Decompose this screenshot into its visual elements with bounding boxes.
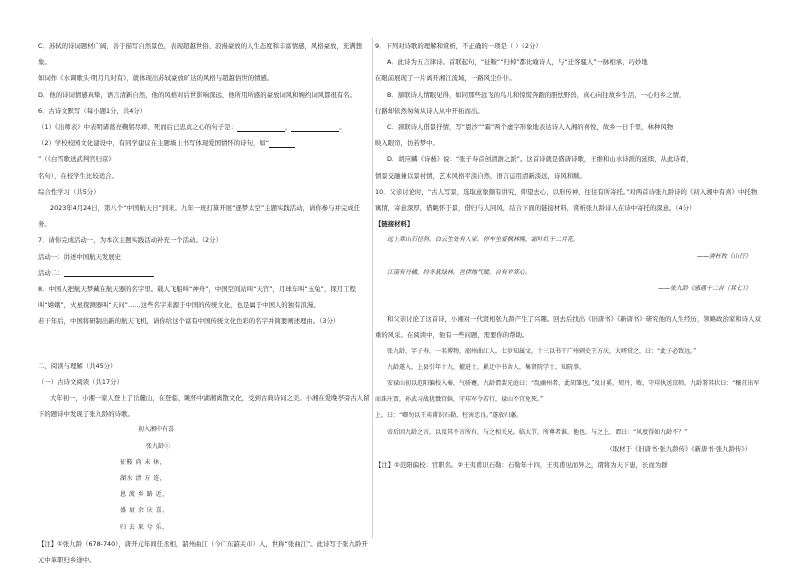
question-6-2: （2）学校校园文化建设中，有同学建议在主题墙上书写体现爱国情怀的诗句，如“”（《白雪歌送武判官归京》 — [38, 135, 371, 167]
option-d: D．胡应麟《诗薮》说：“张子寿首创清澹之派”。这首诗就是盛唐诗歌，王维和山水诗派的延续，从此诗看， — [387, 155, 693, 164]
passage-para: 安禄山初以范阳偏校入奏，气骄蹇，九龄谓裴光庭曰：“乱幽州者，此胡雏也。”及讨奚、契丹，败，守珪执送京师。九龄署其状曰：“穰苴出军而诛庄贾，孙武习战犹戮宫嫔，守珪军令若行，禄山不宜免死。” — [375, 380, 760, 404]
activity-intro: 2023年4月24日，第八个“中国航天日”到来。九年一班打算开展“逐梦太空”主题实践活动，请你参与并完成任务。 — [38, 204, 361, 229]
answer-blank[interactable] — [269, 139, 295, 148]
link-poem-1-source: ——唐杜牧《山行》 — [696, 252, 751, 260]
passage-para: 帝后因九龄之言，以及其不言所有，与之相关兄。临大节，所尊者谁，他也。与之上，谓曰：“风度得如九龄不？” — [387, 428, 688, 436]
option-c: C．颈联诗人借景抒情，写“恩沙”“霜”两个虚字形象地表达诗人入湘的喜悦，故乡一日千里，林种风物 — [387, 123, 674, 132]
poem-line: 归 去 来 兮 乐， — [120, 523, 169, 531]
option-b: B．颔联诗人情眼见得，如同那些远飞的鸟儿和惊慌奔跑的胆怯野兽，真心向往故乡生活，一心归乡之情， — [387, 90, 686, 99]
intro-paragraph: 大年初一，小湘一家人登上了岳麓山，在登临、眺怀中湖湘离散文化，受到古典诗词之美。小湘在爱晚亭旁古人留下的题诗中发现了张九龄的诗歌。 — [38, 394, 370, 419]
poem-line: 征鞍 尚 未 休， — [120, 458, 167, 466]
poem-note: 【注】①张九龄（678-740），唐开元年间任丞相，韶州曲江（今广东韶关市）人，世称“张曲江”。此诗写于张九龄开元中革职归乡途中。 — [38, 539, 368, 565]
answer-blank[interactable] — [237, 123, 285, 132]
subsection-poetry: （一）古诗文阅读（共17分） — [38, 377, 123, 386]
link-poem-2-source: ——张九龄《感遇十二首（其七）》 — [657, 285, 751, 293]
link-poem-1: 远上寒山石径斜，白云生处有人家。停车坐爱枫林晚，霜叶红于二月花。 — [387, 236, 580, 244]
question-10: 10．父亲讨论时，“古人写景，选取意象颇有讲究，仰望去心，以形传神，往往有所寄托。”对两首诗张九龄诗的《初入湘中有喜》中托物寓情，寄意深厚，借眺怀于景，借归与人同风，结合下面的链接材料，赏析张九龄诗人在诗中寄托的深意。（4分） — [375, 187, 758, 213]
poem-title: 初入湘中有喜 — [138, 426, 175, 434]
answer-blank[interactable] — [291, 123, 339, 132]
poem-author: 张九龄① — [146, 442, 171, 450]
question-6-1: （1）《出师表》中表明诸葛亮鞠躬尽瘁、死而后已忠贞之心的句子是： ， 。 — [38, 123, 346, 132]
passage-para: 上，曰：“卿勿以王夷甫识石勒，枉害忠良。”遂放归藩。 — [375, 412, 523, 420]
example-line: 如词作《水调歌头·明月几时有》，就体现出苏轼豪放旷达的风格与超越俗世的情感。 — [38, 74, 274, 83]
question-9: 9．下列对诗歌的理解和赏析，不正确的一项是（ ）（2分） — [375, 42, 542, 50]
question-8-b: 若干年后，中国将研制出新的航天飞机，请你给这个富有中国传统文化色彩的名字并简要阐述理由。（3分） — [38, 317, 340, 326]
activity-two: 活动二： — [38, 265, 371, 281]
passage-intro: 和父亲讨论了这首诗，小湘对一代贤相张九龄产生了兴趣。回去后找出《旧唐书》《新唐书》研究他的人生经历，领略政治家和诗人双重的风采。在阅读中，他有一些问题，需要你的帮助。 — [375, 315, 761, 340]
option-a: A．此诗为五言律诗。首联起句，“征鞍”“归棹”都比喻诗人，与“迁客骚人”一脉相承，巧妙地 — [387, 58, 648, 67]
option-d-cont: 情景交融兼以景衬情，艺术风格平淡自然，语言运用清新淡远，诗风和顺。 — [375, 171, 586, 180]
section-comprehensive: 综合性学习（共5分） — [38, 187, 100, 196]
poem-line: 湖水 清 方 连， — [120, 475, 167, 483]
answer-blank[interactable] — [64, 268, 154, 277]
link-poem-2: 江南有丹橘，经冬犹绿林。岂伊地气暖，自有岁寒心。 — [387, 268, 532, 276]
question-8: 8．中国人把航天梦藏在航天器的名字里。载人飞船叫“神舟”，中国空间站叫“天宫”，月球车叫“玉兔”，探月工程叫“嫦娥”，火星探测器叫“天问”……这些名字来源于中国的传统文化，也是属于中国人的独有浪漫。 — [38, 285, 356, 310]
passage-source: （取材于《旧唐书·张九龄传》《新唐书·张九龄传》） — [606, 444, 751, 453]
option-c-cont: 映入眼帘，仿若梦中。 — [375, 139, 439, 148]
activity-one: 活动一：讲述中国航天发展史 — [38, 252, 122, 261]
option-a-cont: 在眼前展现了一片离开湘江流域，一路风尘仆仆。 — [375, 74, 516, 83]
option-d: D．他的诗词情感真挚，语言清新自然，他的风格对后世影响深远，他所用所感的豪放词风和婉约词风都很有名。 — [38, 90, 357, 99]
question-7: 7．请你完成活动一，为本次主题实践活动补充一个活动。（2分） — [38, 236, 222, 245]
passage-para: 张九龄，字子寿，一名博物，韶州曲江人，七岁知属文。十三以书干广州刺史王方庆，大嗟赏之，曰：“此子必致远。” — [387, 347, 697, 355]
passage-note: 【注】①范阳偏校：官职名。②王夷甫识石勒：石勒年十四，王夷甫见而异之，谓将为天下患，长而为群 — [375, 461, 668, 470]
right-column — [375, 38, 761, 473]
link-material-title: 【链接材料】 — [375, 220, 414, 229]
poem-line: 盛 衰 余 庆 喜， — [120, 507, 169, 515]
section-two-title: 二、阅读与理解（共45分） — [38, 361, 117, 370]
option-b-cont: 行路却依然匆匆从诗人从中开拓而出。 — [375, 106, 484, 115]
question-6-2-cont: 名句），在校学生比较适合。 — [38, 171, 118, 180]
question-6: 6．古诗文默写（每小题1分，共4分） — [38, 106, 147, 115]
option-c: C．苏轼的诗词题材广阔，善于描写自然景色，表现超越世俗、浪漫豪放的人生态度和丰富情感，风格豪放，充满想象。 — [38, 42, 362, 67]
poem-line: 恩 流 乡 路 近， — [120, 491, 169, 499]
column-divider — [372, 38, 373, 538]
left-column — [38, 38, 371, 568]
passage-para: 九龄遂入，上县引年十九，擢进士。累迁中书舍人，集贤院学士，知院事。 — [387, 363, 586, 371]
